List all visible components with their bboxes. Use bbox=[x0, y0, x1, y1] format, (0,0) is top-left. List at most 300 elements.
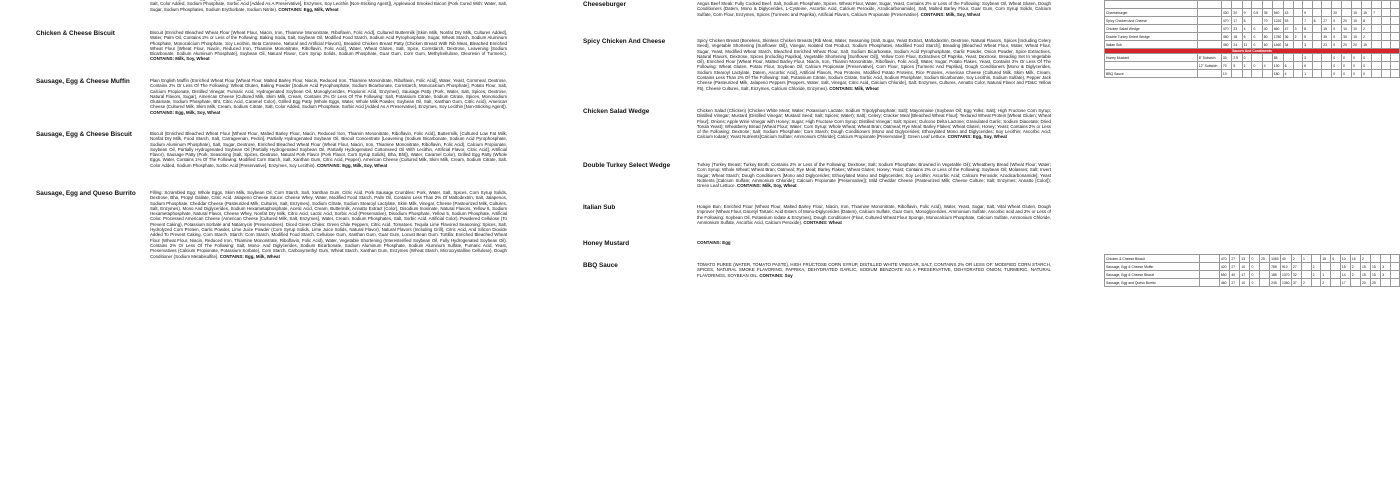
nutrient-cell: 1 bbox=[1301, 255, 1311, 263]
allergen-contains: CONTAINS: Milk, Soy, Wheat bbox=[737, 183, 797, 189]
nutrient-cell: 2 bbox=[1321, 279, 1331, 287]
nutrient-cell: 35 bbox=[1262, 9, 1272, 17]
nutrient-cell: 27 bbox=[1322, 17, 1332, 25]
nutrient-cell: 36 bbox=[1283, 33, 1293, 41]
table-row bbox=[1105, 17, 1400, 25]
nutrient-cell bbox=[1381, 255, 1391, 263]
nutrient-cell: 2 bbox=[1301, 279, 1311, 287]
ingredient-text: Chicken Salad (Chicken) (Chicken White Meat; Water; Potassium Lactate; Sodium Tripolyphosphate; Salt); Mayonnaise (Soybean Oil; Egg Yolks; Salt); High Fructose Corn Syrup; Distilled Vinegar; Mustard (Distilled Vinegar; Mustard Seed; Salt; Spices; Water); Salt); Celery; Cracker Meal [Bleached Wheat Flour]; Textured Wheat Protein [Wheat Gluten; Wheat Flour]; Onions; Apple Wine Vinegar with Honey; Sugar; High Fructose Corn Syrup; Distilled Vinegar; Salt; Spices; Gulcono Delta Lactone; Granulated Garlic; Sodium Diacetate; Dried Torula Yeast); Wheatberry Bread (Wheat Flour; Water; Corn Syrup; Whole Wheat; Wheat Bran; Oatmeal; Rye Meal; Barley Flakes; Wheat Gluten; Honey; Yeast; Contains 2% or Less of the Following: Dextrose; Salt; Sodium Phosphate; Corn Starch; Dough Conditioners (Mono and Diglycerides; Ethoxylated Mono and Diglycerides; Soy Lecithin; Ascorbic Acid; Calcium Iodate); Yeast Nutrients[Calcium Sulfate; Ammonium Chloride]; Calcium Propionate [Preservative]); Green Leaf Lettuce. CONTAINS: Egg, Soy, Wheat bbox=[697, 108, 1051, 140]
nutrient-cell bbox=[1321, 263, 1331, 271]
nutrient-cell: 0 bbox=[1252, 33, 1262, 41]
nutrient-cell: 3 bbox=[1381, 271, 1391, 279]
nutrient-cell: 15 bbox=[1371, 271, 1381, 279]
nutrient-cell: 27 bbox=[1291, 263, 1301, 271]
product-name: Sausage, Egg & Cheese Biscuit bbox=[36, 131, 132, 138]
ingredient-text: Hoagie Bun: Enriched Flour (Wheat Flour, Malted Barley Flour, Niacin, Iron, Thiamine Mononitrate, Riboflavin, Folic Acid), Water, Yeast, Sugar, Salt, Vital Wheat Gluten, Dough Improver (Wheat Flour, Dacetyl Tartaric Acid Esters of Mono-Diglycerides (Datem), Calcium Sulfate, Guar Gum, Monoglycerides, Ammonium Sulfate, Ascorbic acid and 2% or Less of the Following: Soybean Oil, Potassium Iodate & Enzymes), Dough Conditioner (Flour, Cultured Wheat Flour Sponge, Monocalcium Phosphate, Calcium Sulfate, Ammonium Chloride, Ammonium Sulfate, Ascorbic Acid, Calcium Peroxide). CONTAINS: Wheat bbox=[697, 204, 1051, 225]
nutrient-cell: 23 bbox=[1322, 41, 1332, 49]
nutrient-cell bbox=[1332, 1, 1342, 9]
nutrient-cell bbox=[1331, 263, 1341, 271]
table-row bbox=[1105, 9, 1400, 17]
nutrient-cell: 0 bbox=[1250, 271, 1260, 279]
nutrient-cell: 2 bbox=[1350, 271, 1360, 279]
nutrient-cell bbox=[1260, 279, 1270, 287]
nutrient-cell: 34 bbox=[1283, 41, 1293, 49]
table-row bbox=[1105, 279, 1400, 287]
nutrition-table-top bbox=[1104, 0, 1400, 78]
nutrient-cell: 3 bbox=[1303, 41, 1313, 49]
nutrient-cell bbox=[1390, 255, 1399, 263]
nutrient-cell: 940 bbox=[1272, 9, 1283, 17]
table-row bbox=[1105, 271, 1400, 279]
nutrient-cell: 7 bbox=[1303, 17, 1313, 25]
nutrient-cell: 8 bbox=[1362, 17, 1372, 25]
nutrient-cell: 1060 bbox=[1271, 256, 1279, 261]
nutrient-cell: 25 bbox=[1260, 255, 1270, 263]
nutrient-cell: 35 bbox=[1322, 33, 1332, 41]
product-name: Sausage, Egg & Cheese Muffin bbox=[36, 78, 130, 85]
nutrition-table-bottom bbox=[1104, 254, 1400, 287]
nutrient-cell: 15 bbox=[1340, 263, 1350, 271]
nutrient-cell: 185 bbox=[1270, 271, 1281, 279]
nutrient-cell: 2 bbox=[1360, 255, 1370, 263]
nutrient-cell: 15 bbox=[1360, 263, 1370, 271]
nutrient-cell: 1370 bbox=[1282, 272, 1290, 277]
ingredient-text: Spicy Chicken Breast (Boneless, Skinless Chicken Breasts [Rib Meat, Water, Seasoning (Salt, Sugar, Yeast Extract, Maltodextrin, Dextrose, Natural Flavors, Spices [Including Celery Seed], Vegetable Shortening [Sunflower Oil]), Vinegar, Isolated Oat Product, Sodium Phosphates, Modified Food Starch], Breading [Bleached Wheat Flour, Water, Wheat Flour, Sugar, Yeast, Modified Wheat Starch, Bleached Enriched Wheat Flour, Salt, Sodium Bicarbonate, Sodium Acid Pyrophosphate, Garlic Powder, Onion Powder, Spice Extractives, Natural Flavors, Dextrose, Spices [Including Paprika], Vegetable Shortening [Sunflower Oil]), Yellow Corn Flour, Extractives Of Paprika, Yeast, Dextrose, Breading Set In Vegetable Oil), Enriched Flour [Wheat Flour, Malted Barley Flour, Niacin, Iron, Thiamin Mononitrate, Riboflavin, Folic Acid], Water, Sugar, Potato Flakes, Yeast, Contains 2% Or Less Of The Following: Wheat Gluten, Potato Flour, Soybean Oil, Calcium Propionate [Preservative], Corn Flour, Spices [Turmeric And Paprika], Dough Conditioners [Mono & Diglycerides, Sodium Stearoyl Lactylate, Datem, Ascorbic Acid], Artificial Flavors, Pea Proteins, Modified Potato Proteins, Rice Proteins, American Cheese (Cultured Milk, Skim Milk, Cream, Contains Less Than 2% Of The Following: Salt, Potassium Citrate, Sodium Citrate, Sorbic Acid, Sodium Phosphate, Sodium Bicarbonate, Soy Lecithin, Sodium Sulfate), Pepper Jack Cheese (Pasteurized Milk, Jalapeno Peppers [Peppers, Water, Salt, Vinegar, Citric Acid, Calcium Chloride], Salt, Enzymes, Cultures, Annatto Color, Natural Flavor and FD&C Yellow #5), Cheese Cultures, Salt, Enzymes, Calcium Chloride, Enzymes). CONTAINS: Milk, Wheat bbox=[697, 38, 1051, 91]
nutrient-cell bbox=[1390, 54, 1399, 62]
nutrient-cell bbox=[1372, 62, 1382, 70]
nutrient-cell: 20 bbox=[1342, 41, 1352, 49]
row-size: 8" Subwich bbox=[1197, 54, 1221, 62]
nutrient-cell: 23 bbox=[1232, 25, 1242, 33]
nutrient-cell bbox=[1372, 41, 1382, 49]
row-name: Spicy Chicken And Cheese bbox=[1105, 17, 1198, 25]
nutrient-cell: 1360 bbox=[1282, 280, 1290, 285]
nutrient-cell bbox=[1312, 33, 1322, 41]
nutrient-cell bbox=[1221, 1, 1231, 9]
nutrient-cell bbox=[1312, 41, 1322, 49]
nutrient-cell bbox=[1331, 279, 1341, 287]
nutrient-cell: 910 bbox=[1281, 263, 1292, 271]
table-row bbox=[1105, 62, 1400, 70]
nutrient-cell bbox=[1301, 271, 1311, 279]
nutrient-cell: 80 bbox=[1262, 33, 1272, 41]
row-size bbox=[1197, 33, 1221, 41]
ingredient-text: Turkey (Turkey Breast; Turkey Broth; Contains 2% or Less of the Following: Dextrose; Salt; Sodium Phosphate; Browned in Vegetable Oil); Wheatberry Bread (Wheat Flour; Water; Corn Syrup; Whole Wheat; Wheat Bran; Oatmeal; Rye Meal; Barley Flakes; Wheat Gluten; Honey; Yeast; Contains 2% or Less of the Following: Soybean Oil; Molasses; Salt; Invert Sugar; Wheat Starch; Dough Conditioners [Mono and Diglycerides; Ethoxylated Mono and Diglycerides; Soy Lecithin; Ascorbic Acid; Calcium Peroxide; Azodicarbonamide]; Yeast Nutrients [Calcium Sulfate; Ammonium Chloride]; Calcium Propionate [Preservative]); Mild Cheddar Cheese (Pasteurized Milk; Cheese Culture; Salt; Enzymes; Annatto [Color]); Green Leaf Lettuce. CONTAINS: Milk, Soy, Wheat bbox=[697, 162, 1051, 189]
nutrient-cell: 460 bbox=[1221, 33, 1231, 41]
nutrient-cell: 20 bbox=[1232, 9, 1242, 17]
nutrient-cell: 60 bbox=[1262, 41, 1272, 49]
nutrient-cell: 40 bbox=[1230, 271, 1240, 279]
allergen-contains: CONTAINS: Egg, Milk, Wheat bbox=[219, 253, 280, 259]
nutrient-cell bbox=[1242, 1, 1252, 9]
row-name: Italian Sub bbox=[1105, 41, 1198, 49]
nutrient-cell: 245 bbox=[1270, 279, 1281, 287]
nutrient-cell: 30 bbox=[1221, 54, 1231, 62]
nutrient-cell: 6 bbox=[1283, 62, 1293, 70]
nutrient-cell: 15 bbox=[1352, 33, 1362, 41]
table-row bbox=[1105, 70, 1400, 78]
nutrient-cell: 3 bbox=[1293, 25, 1303, 33]
nutrient-cell bbox=[1262, 1, 1272, 9]
nutrient-cell: 9 bbox=[1303, 9, 1313, 17]
nutrient-cell bbox=[1322, 62, 1332, 70]
ingredient-text bbox=[697, 240, 1051, 245]
nutrient-cell bbox=[1372, 17, 1382, 25]
nutrient-cell bbox=[1311, 279, 1321, 287]
nutrient-cell: 2 bbox=[1311, 271, 1321, 279]
nutrient-cell bbox=[1252, 1, 1262, 9]
row-name bbox=[1105, 1, 1198, 9]
nutrient-cell: 3 bbox=[1381, 263, 1391, 271]
table-row bbox=[1105, 255, 1400, 263]
nutrient-cell bbox=[1252, 17, 1262, 25]
nutrient-cell: 0 bbox=[1252, 25, 1262, 33]
nutrient-cell: 0 bbox=[1331, 255, 1341, 263]
nutrient-cell: 37 bbox=[1291, 279, 1301, 287]
nutrient-cell bbox=[1372, 25, 1382, 33]
table-row bbox=[1105, 54, 1400, 62]
nutrient-cell: 15 bbox=[1321, 255, 1331, 263]
nutrient-cell bbox=[1322, 54, 1332, 62]
nutrient-cell bbox=[1381, 279, 1391, 287]
nutrient-cell: 0 bbox=[1332, 54, 1342, 62]
row-size bbox=[1197, 17, 1221, 25]
nutrient-cell: 2 bbox=[1362, 25, 1372, 33]
nutrient-cell bbox=[1390, 17, 1399, 25]
nutrient-cell: 8 bbox=[1242, 17, 1252, 25]
nutrient-cell bbox=[1252, 54, 1262, 62]
nutrient-cell: 47 bbox=[1283, 25, 1293, 33]
allergen-contains: CONTAINS: Egg bbox=[697, 240, 731, 245]
nutrient-cell: 0 bbox=[1362, 70, 1372, 78]
nutrient-cell: 0 bbox=[1362, 54, 1372, 62]
nutrient-cell bbox=[1232, 1, 1242, 9]
ingredient-text: Salt, Color Added, Sodium Phosphate, Sorbic Acid [Added As A Preservative], Enzymes, Soy Lecithin [Non-Sticking Agent]), Applewood Smoked Bacon (Pork Cured With: Water, Salt, Sugar, Sodium Phosphates, Sodium Erythorbate, Sodium Nitrite). CONTAINS: Egg, Milk, Wheat bbox=[150, 1, 507, 12]
nutrient-cell: 0 bbox=[1332, 70, 1342, 78]
nutrient-cell bbox=[1252, 70, 1262, 78]
nutrient-cell: 7 bbox=[1372, 9, 1382, 17]
nutrient-cell bbox=[1283, 54, 1293, 62]
nutrient-cell bbox=[1381, 62, 1390, 70]
allergen-contains: CONTAINS: Egg, Milk, Wheat bbox=[278, 6, 339, 12]
nutrient-cell bbox=[1232, 70, 1242, 78]
nutrient-cell bbox=[1390, 41, 1399, 49]
ingredient-text: TOMATO PUREE (WATER, TOMATO PASTE), HIGH FRUCTOSE CORN SYRUP, DISTILLED WHITE VINEGAR, SALT, CONTAINS 2% OR LESS OF: MODIFIED CORN STARCH, SPICES, NATURAL SMOKE FLAVORING, PAPRIKA, DEHYDRATED GARLIC, SODIUM BENZOATE AS A PRESERVATIVE, DEHYDRATED ONION, TURMERIC, NATURAL FLAVORINGS, SOYBEAN OIL. CONTAINS: Soy bbox=[697, 262, 1051, 278]
nutrient-cell: 460 bbox=[1221, 41, 1231, 49]
nutrient-cell: 0 bbox=[1332, 17, 1342, 25]
nutrient-cell: 0 bbox=[1342, 62, 1352, 70]
nutrient-cell bbox=[1311, 255, 1321, 263]
nutrient-cell bbox=[1390, 70, 1399, 78]
nutrient-cell bbox=[1381, 33, 1390, 41]
nutrient-cell bbox=[1381, 1, 1390, 9]
row-name bbox=[1105, 62, 1198, 70]
row-name: BBQ Sauce bbox=[1105, 70, 1198, 78]
nutrient-cell: 15 bbox=[1322, 25, 1332, 33]
row-name: Chicken Salad Wedge bbox=[1105, 25, 1198, 33]
nutrient-cell bbox=[1381, 17, 1390, 25]
nutrient-cell: 20 bbox=[1342, 17, 1352, 25]
nutrient-cell: 4 bbox=[1283, 70, 1293, 78]
nutrient-cell bbox=[1381, 25, 1390, 33]
nutrient-cell bbox=[1293, 41, 1303, 49]
nutrient-cell: 0 bbox=[1332, 33, 1342, 41]
nutrient-cell: 0 bbox=[1352, 70, 1362, 78]
nutrient-cell bbox=[1390, 263, 1399, 271]
nutrient-cell bbox=[1260, 271, 1270, 279]
nutrient-cell bbox=[1322, 1, 1332, 9]
nutrient-cell: 1780 bbox=[1273, 34, 1282, 39]
row-name: Sausage, Egg & Cheese Muffin bbox=[1105, 263, 1200, 271]
nutrient-cell: 10 bbox=[1240, 263, 1250, 271]
nutrient-cell: 10 bbox=[1340, 255, 1350, 263]
nutrient-cell bbox=[1352, 1, 1362, 9]
row-size bbox=[1199, 271, 1219, 279]
nutrient-cell: 130 bbox=[1272, 62, 1283, 70]
nutrient-cell: 10 bbox=[1240, 279, 1250, 287]
nutrient-cell: 6 bbox=[1303, 62, 1313, 70]
nutrient-cell: 8 bbox=[1303, 25, 1313, 33]
row-name: Sausage, Egg & Cheese Biscuit bbox=[1105, 271, 1200, 279]
nutrient-cell: 70 bbox=[1262, 17, 1272, 25]
row-name: Sausage, Egg and Queso Burrito bbox=[1105, 279, 1200, 287]
product-name: Italian Sub bbox=[583, 204, 616, 211]
nutrient-cell: 8 bbox=[1312, 17, 1322, 25]
nutrient-cell: 2.5 bbox=[1232, 54, 1242, 62]
nutrient-cell: 550 bbox=[1219, 271, 1229, 279]
nutrient-cell: 0 bbox=[1352, 54, 1362, 62]
nutrient-cell: 6 bbox=[1242, 33, 1252, 41]
nutrient-cell bbox=[1390, 1, 1399, 9]
nutrient-cell: 5 bbox=[1303, 33, 1313, 41]
nutrient-cell bbox=[1293, 9, 1303, 17]
table-row bbox=[1105, 1, 1400, 9]
product-name: Spicy Chicken And Cheese bbox=[583, 38, 666, 45]
nutrient-cell: 430 bbox=[1221, 9, 1231, 17]
table-row bbox=[1105, 41, 1400, 49]
row-size bbox=[1199, 255, 1219, 263]
nutrient-cell: 10 bbox=[1342, 25, 1352, 33]
product-name: Chicken Salad Wedge bbox=[583, 108, 650, 115]
product-name: Chicken & Cheese Biscuit bbox=[36, 30, 115, 37]
nutrient-cell bbox=[1331, 271, 1341, 279]
ingredient-text: Plain English Muffin (Enriched Wheat Flour [Wheat Flour, Malted Barley Flour, Niacin, Reduced Iron, Thiamine Mononitrate, Riboflavin, Folic Acid], Water, Yeast, Cornmeal, Dextrose, Contains 2% Or Less Of The Following: Wheat Gluten, Baking Powder [Sodium Acid Pyrophosphate, Sodium Bicarbonate, Cornstarch, Monocalcium Phosphate], Potato Flour, Salt, Calcium Propionate, Distilled Vinegar, Fumaric Acid, Hydrogenated Soybean Oil, Monoglycerides, Propionic Acid, Enzymes), Sausage Patty (Pork, Water, Salt, Spices, Dextrose, Natural Flavors, Sugar), American Cheese (Cultured Milk, Skim Milk, Cream, Contains 2% Or Less Of The Following: Salt, Potassium Citrate, Sodium Citrate, Spices, Monosodium Glutamate, Sodium Phosphate, Bht, Citric Acid, Caramel Color), Grilled Egg Patty (Whole Eggs, Water, Whole Milk Powder, Soybean Oil, Salt, Xanthan Gum, Citric Acid), American Cheese (Cultured Milk, Skim Milk, Cream, Sodium Citrate, Salt, Color Added, Sodium Phosphate, Sorbic Acid [Added As A Preservative], Enzymes, Soy Lecithin [Non-Sticking Agent]). CONTAINS: Egg, Milk, Soy, Wheat bbox=[150, 78, 507, 115]
nutrient-cell: 0 bbox=[1252, 62, 1262, 70]
product-name: Honey Mustard bbox=[583, 240, 630, 247]
nutrient-cell: 1 bbox=[1321, 271, 1331, 279]
nutrient-cell bbox=[1362, 1, 1372, 9]
row-size bbox=[1199, 263, 1219, 271]
allergen-contains: CONTAINS: Milk, Wheat bbox=[829, 85, 879, 91]
nutrient-cell bbox=[1272, 1, 1283, 9]
nutrient-cell: 11 bbox=[1242, 41, 1252, 49]
nutrient-cell bbox=[1372, 70, 1382, 78]
nutrient-cell: 13 bbox=[1240, 255, 1250, 263]
nutrient-cell: 2 bbox=[1293, 33, 1303, 41]
nutrient-cell bbox=[1372, 33, 1382, 41]
row-size bbox=[1197, 25, 1221, 33]
nutrient-cell bbox=[1242, 70, 1252, 78]
nutrient-cell: 0 bbox=[1252, 41, 1262, 49]
nutrient-cell bbox=[1381, 54, 1390, 62]
nutrient-cell: 0 bbox=[1250, 255, 1260, 263]
nutrient-cell: 0 bbox=[1332, 62, 1342, 70]
nutrient-cell: 24 bbox=[1232, 41, 1242, 49]
nutrient-cell bbox=[1390, 62, 1399, 70]
nutrient-cell: 17 bbox=[1240, 271, 1250, 279]
nutrient-cell: 10 bbox=[1352, 25, 1362, 33]
nutrient-cell: 470 bbox=[1219, 255, 1229, 263]
nutrient-cell: 15 bbox=[1360, 271, 1370, 279]
nutrient-cell: 40 bbox=[1262, 25, 1272, 33]
row-name: Chicken & Cheese Biscuit bbox=[1105, 255, 1200, 263]
nutrient-cell: 2 bbox=[1311, 263, 1321, 271]
row-size bbox=[1197, 70, 1221, 78]
nutrient-cell bbox=[1312, 62, 1322, 70]
nutrient-cell: 4 bbox=[1242, 25, 1252, 33]
nutrient-cell: 20 bbox=[1332, 9, 1342, 17]
row-size: 12" Subwich bbox=[1197, 62, 1221, 70]
nutrient-cell: 785 bbox=[1270, 263, 1281, 271]
nutrient-cell bbox=[1301, 263, 1311, 271]
nutrient-cell: 85 bbox=[1272, 54, 1283, 62]
nutrient-cell bbox=[1260, 263, 1270, 271]
nutrient-cell: 0 bbox=[1362, 62, 1372, 70]
nutrient-cell: 27 bbox=[1230, 255, 1240, 263]
nutrient-cell bbox=[1372, 54, 1382, 62]
row-size bbox=[1197, 9, 1221, 17]
nutrient-cell bbox=[1303, 1, 1313, 9]
nutrient-cell bbox=[1381, 41, 1390, 49]
nutrient-cell: 0 bbox=[1352, 62, 1362, 70]
nutrient-cell: 70 bbox=[1221, 62, 1231, 70]
nutrient-cell: 0 bbox=[1250, 279, 1260, 287]
row-name: Cheeseburger bbox=[1105, 9, 1198, 17]
allergen-contains: CONTAINS: Egg, Milk, Soy, Wheat bbox=[150, 109, 221, 115]
nutrient-cell: 10 bbox=[1221, 70, 1231, 78]
nutrient-cell: 17 bbox=[1340, 279, 1350, 287]
nutrient-cell bbox=[1283, 1, 1293, 9]
nutrient-cell: 0 bbox=[1342, 54, 1352, 62]
allergen-contains: CONTAINS: Egg, Milk, Soy, Wheat bbox=[316, 162, 388, 168]
nutrient-cell bbox=[1342, 1, 1352, 9]
product-name: Cheeseburger bbox=[583, 1, 626, 8]
nutrient-cell: 2 bbox=[1350, 263, 1360, 271]
nutrient-cell: 18 bbox=[1232, 33, 1242, 41]
nutrient-cell: 40 bbox=[1281, 255, 1292, 263]
nutrient-cell: 30 bbox=[1342, 33, 1352, 41]
nutrient-cell: 27 bbox=[1230, 263, 1240, 271]
nutrient-cell bbox=[1342, 9, 1352, 17]
nutrient-cell bbox=[1381, 70, 1390, 78]
band-label: Sauces And Condiments bbox=[1105, 49, 1400, 54]
nutrient-cell: 15 bbox=[1362, 9, 1372, 17]
nutrient-cell: 20 bbox=[1360, 279, 1370, 287]
nutrient-cell bbox=[1293, 54, 1303, 62]
nutrient-cell bbox=[1293, 17, 1303, 25]
nutrient-cell: 32 bbox=[1291, 271, 1301, 279]
nutrient-cell bbox=[1390, 9, 1399, 17]
nutrient-cell: 0.5 bbox=[1252, 9, 1262, 17]
allergen-contains: CONTAINS: Soy bbox=[759, 272, 793, 278]
nutrient-cell: 470 bbox=[1221, 17, 1231, 25]
nutrient-cell: 53 bbox=[1283, 17, 1293, 25]
nutrient-cell bbox=[1293, 70, 1303, 78]
nutrient-cell: 15 bbox=[1362, 41, 1372, 49]
nutrient-cell: 3 bbox=[1303, 54, 1313, 62]
nutrient-cell: 470 bbox=[1221, 25, 1231, 33]
nutrient-cell: 0 bbox=[1250, 263, 1260, 271]
nutrient-cell: 1 bbox=[1242, 62, 1252, 70]
nutrient-cell: 0 bbox=[1342, 70, 1352, 78]
nutrient-cell bbox=[1322, 9, 1332, 17]
ingredient-text: Biscuit (Enriched Bleached Wheat Flour [Wheat Flour, Niacin, Iron, Thiamine Mononitrate, Riboflavin, Folic Acid], Cultured Buttermilk [Skim Milk, Nonfat Dry Milk, Cultures Added], Water, Palm Oil, Contains 2% or Less of the Following: Baking Soda, Salt, Soybean Oil, Modified Food Starch, Sodium Acid Pyrophosphate, Sugar, Wheat Starch, Sodium Aluminum Phosphate, Monocalcium Phosphate, Soy Lecithin, Beta Carotene, Natural and Artificial Flavors), Breaded Chicken Breast Patty (Chicken Breast With Rib Meat, Bleached Enriched Wheat Flour [Wheat Flour, Niacin, Reduced Iron, Thiamine Mononitrate, Riboflavin, Folic Acid], Water, Wheat Gluten, Salt, Spice, Cornstarch, Dextrose, Leavening [Sodium Bicarbonate, Sodium Aluminum Phosphate], Soybean Oil, Natural Flavor, Corn Syrup Solids, Sodium Phosphate, Guar Gum, Corn Gum, Methylcellulose, Oleoresin of Turmeric). CONTAINS: Milk, Soy, Wheat bbox=[150, 30, 507, 62]
nutrient-cell bbox=[1312, 70, 1322, 78]
nutrient-cell: 0 bbox=[1332, 25, 1342, 33]
allergen-contains: CONTAINS: Wheat bbox=[803, 219, 842, 225]
nutrient-cell: 1220 bbox=[1273, 18, 1282, 23]
nutrient-cell bbox=[1390, 33, 1399, 41]
nutrient-cell: 15 bbox=[1350, 255, 1360, 263]
nutrient-cell: 15 bbox=[1352, 9, 1362, 17]
nutrient-cell: 1460 bbox=[1273, 42, 1282, 47]
nutrient-cell: 14 bbox=[1340, 271, 1350, 279]
nutrient-cell: 4 bbox=[1262, 62, 1272, 70]
nutrient-cell bbox=[1390, 271, 1399, 279]
product-name: BBQ Sauce bbox=[583, 262, 618, 269]
nutrient-cell bbox=[1262, 54, 1272, 62]
allergen-contains: CONTAINS: Egg, Soy, Wheat bbox=[947, 134, 1007, 140]
ingredient-text: Angus Beef Steak: Fully Cooked Beef, Salt, Sodium Phosphate, Spices. Wheat Flour, Water, Sugar, Yeast, Contains 2% or Less of the Following: Soybean Oil, Wheat Gluten, Dough Conditioners (Datem, Mono & Diglycerides, L-Cysteine, Ascorbic Acid, Calcium Peroxide, Azodicarbonamide), Salt, Malted Barley Flour, Guar Gum, Corn Syrup Solids, Calcium Sulfate, Corn Flour, Enzymes, Spices (Turmeric and Paprika), Artificial Flavors, Calcium Propionate (Preservative). CONTAINS: Milk, Soy, Wheat bbox=[697, 1, 1051, 17]
nutrient-cell bbox=[1312, 1, 1322, 9]
nutrient-cell bbox=[1262, 70, 1272, 78]
nutrient-cell bbox=[1350, 279, 1360, 287]
nutrient-cell bbox=[1390, 279, 1399, 287]
product-name: Sausage, Egg and Queso Burrito bbox=[36, 190, 136, 197]
product-name: Double Turkey Select Wedge bbox=[583, 162, 671, 169]
nutrient-cell: 0 bbox=[1242, 54, 1252, 62]
nutrient-cell bbox=[1381, 9, 1390, 17]
table-row bbox=[1105, 33, 1400, 41]
nutrient-cell: 5 bbox=[1232, 62, 1242, 70]
nutrient-cell: 660 bbox=[1272, 25, 1283, 33]
row-name: Double Turkey Select Wedge bbox=[1105, 33, 1198, 41]
nutrient-cell bbox=[1372, 1, 1382, 9]
nutrient-cell: 15 bbox=[1352, 17, 1362, 25]
nutrient-cell: 180 bbox=[1272, 70, 1283, 78]
allergen-contains: CONTAINS: Milk, Soy, Wheat bbox=[150, 56, 210, 62]
nutrient-cell: 1 bbox=[1303, 70, 1313, 78]
nutrient-cell: 9 bbox=[1242, 9, 1252, 17]
nutrient-cell: 2 bbox=[1291, 255, 1301, 263]
nutrient-cell: 2 bbox=[1362, 33, 1372, 41]
nutrient-cell: 460 bbox=[1219, 279, 1229, 287]
nutrient-cell bbox=[1312, 54, 1322, 62]
nutrient-cell bbox=[1293, 62, 1303, 70]
row-size bbox=[1199, 279, 1219, 287]
nutrient-cell bbox=[1371, 255, 1381, 263]
row-size bbox=[1197, 41, 1221, 49]
ingredient-text: Biscuit (Enriched Bleached Wheat Flour [Wheat Flour, Malted Barley Flour, Niacin, Reduced Iron, Thiamin Mononitrate, Riboflavin, Folic Acid], Buttermilk, [Cultured Low Fat Milk, Nonfat Dry Milk, Food Starch, Salt, Carrageenan, Pectin], Partially Hydrogenated Soybean Oil, Biscuit Concentrate [Leavening (Sodium Bicarbonate, Sodium Acid Pyrophosphate, Sodium Aluminum Phosphate), Salt, Sugar, Dextrose, Enriched Bleached Wheat Flour (Wheat Flour, Niacin, Iron, Thiamine Mononitrate, Riboflavin, Folic Acid), Calcium Propionate, Soybean Oil, Partially Hydrogenated Soybean Oil [Partially Hydrogenated Soybean Oil, Partially Hydrogenated Cottonseed Oil With Lecithin, Artificial Flavor, Citric Acid], Artificial Flavor), Sausage Patty (Pork, Seasoning [Salt, Spices, Dextrose, Natural Pork Flavor (Pork Flavor, Corn Syrup Solids), Bha, Bht]), Water, Caramel Color), Grilled Egg Patty (Whole Eggs, Water, Contains 1% Of The Following: Modified Corn Starch, Salt, Xanthan Gum, Citric Acid, Pepper), American Cheese (Cultured Milk, Skim Milk, Cream, Sodium Citrate, Salt, Color Added, Sodium Phosphate, Sorbic Acid [Preservative], Enzymes, Soy Lecithin). CONTAINS: Egg, Milk, Soy, Wheat bbox=[150, 131, 507, 168]
ingredient-text: Filling: Scrambled Egg: Whole Eggs, Skim Milk, Soybean Oil, Corn Starch, Salt, Xanthan Gum, Citric Acid. Pork Sausage Crumbles: Pork, Water, Salt, Spices, Corn Syrup Solids, Dextrose, Bha, Propyl Gallate, Citric Acid. Jalapeno Cheese Sauce: Cheese Whey, Water, Modified Food Starch, Palm Oil, Contains Less Than 2% Of Maltodextrin, Salt, Jalapenos, Sodium Phosphate, Cheddar Cheese (Pasteurized Milk, Cultures, Salt, Enzymes), Sodium Citrate, Sodium Stearoyl Lactylate, Skim Milk, Vinegar, Cheese (Pasteurized Milk, Cultures, Salt, Enzymes), Mono And Diglycerides, Sodium Hexametaphosphate, Acetic Acid, Cream, Buttermilk, Annatto Extract (Color), Disodium Inosinate, Natural Flavors, Yellow 6, Sodium Hexametaphosphate, Natural Flavor, Cheese Whey, Nonfat Dry Milk, Citric Acid, Lactic Acid, Sorbic Acid (Preservative), Disodium Phosphate, Yellow 5, Sodium Phosphate, Artificial Color. Processed American Cheese (American Cheese [Cultured Milk, Salt, Enzymes], Water, Cream, Sodium Phosphates, Salt, Sorbic Acid, Artificial Color), Powdered Cellulose (To Prevent Caking), Potassium Sorbate and Natamycin (Preservatives). Diced Green Chiles: Green Chile Peppers, Citric Acid. Tomatoes. Tequila Lime Flavored Seasoning: Spices, Salt, Hydrolyzed Corn Protein, Garlic Powder, Lime Juice Powder (Corn Syrup Solids, Lime Juice Solids, Natural Flavor), Natural Flavors (Including Grill), Citric Acid, And Silicon Dioxide Added To Prevent Caking. Corn Starch. Starch: Corn Starch, Modified Food Starch, Cellulose Gum, Xanthan Gum, Guar Gum, Locust Bean Gum. Tortilla: Enriched Bleached Wheat Flour (Wheat Flour, Niacin, Reduced Iron, Thiamine Mononitrate, Riboflavin, Folic Acid), Water, Vegetable Shortening (Interesterified Soybean Oil, Fully Hydrogenated Soybean Oil). Contains 2% Or Less Of The Following: Salt, Mono- And Diglycerides, Sodium Bicarbonate, Sodium Aluminum Phosphate, Sodium Aluminum Sulfate, Fumaric Acid, Yeast, Preservatives (Calcium Propionate, Potassium Sorbate), Corn Starch, Carboxymethyl Gum, Wheat Starch, Xanthan Gum, Enzymes (Wheat Starch, Microcrystalline Cellulose), Dough Conditioner (Sodium Metabisulfite). CONTAINS: Egg, Milk, Wheat bbox=[150, 190, 507, 259]
allergen-contains: CONTAINS: Milk, Soy, Wheat bbox=[920, 11, 981, 17]
nutrient-cell: 0 bbox=[1332, 41, 1342, 49]
nutrient-cell: 27 bbox=[1230, 279, 1240, 287]
nutrient-cell bbox=[1293, 1, 1303, 9]
nutrient-cell: 25 bbox=[1371, 279, 1381, 287]
nutrient-cell: 15 bbox=[1371, 263, 1381, 271]
row-size bbox=[1197, 1, 1221, 9]
